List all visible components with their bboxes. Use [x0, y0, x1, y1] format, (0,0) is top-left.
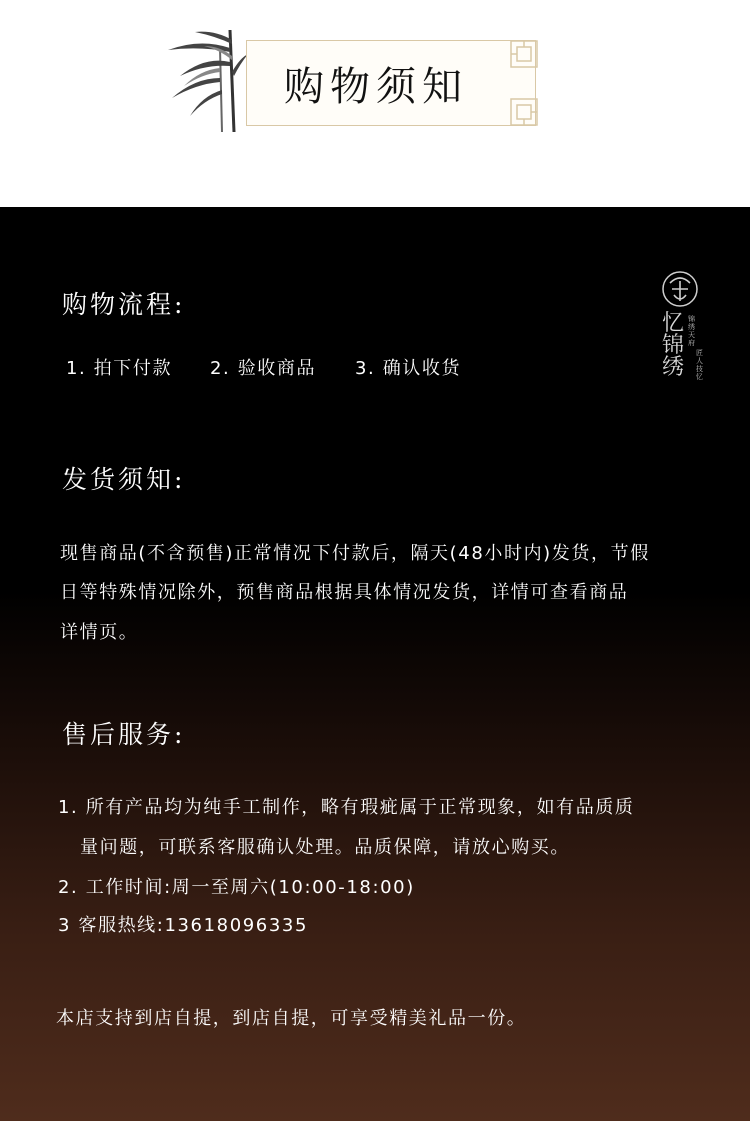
- aftersales-line-3: 2. 工作时间:周一至周六(10:00-18:00): [58, 877, 415, 898]
- process-step-1: 1. 拍下付款: [66, 358, 173, 379]
- bamboo-icon: [160, 28, 250, 132]
- aftersales-heading: 售后服务:: [62, 720, 186, 749]
- aftersales-line-4: 3 客服热线:13618096335: [58, 915, 309, 936]
- process-step-3: 3. 确认收货: [355, 358, 462, 379]
- brand-logo: [656, 269, 704, 389]
- fret-ornament-icon: [503, 39, 543, 127]
- brand-emblem-icon: [660, 269, 700, 309]
- process-step-2: 2. 验收商品: [210, 358, 317, 379]
- process-heading: 购物流程:: [62, 290, 186, 319]
- header: [0, 0, 750, 207]
- aftersales-line-2: 量问题，可联系客服确认处理。品质保障，请放心购买。: [80, 837, 570, 858]
- shipping-heading: 发货须知:: [62, 465, 186, 494]
- brand-sub-right: 匠人技忆: [696, 349, 703, 381]
- aftersales-line-1: 1. 所有产品均为纯手工制作，略有瑕疵属于正常现象，如有品质质: [58, 797, 635, 818]
- title-banner: [246, 40, 536, 126]
- content-panel: [0, 207, 750, 1121]
- page-title: 购物须知: [284, 63, 468, 110]
- shipping-line-1: 现售商品(不含预售)正常情况下付款后，隔天(48小时内)发货，节假: [60, 543, 650, 564]
- shipping-line-3: 详情页。: [60, 622, 139, 643]
- shipping-line-2: 日等特殊情况除外，预售商品根据具体情况发货，详情可查看商品: [60, 582, 629, 603]
- pickup-note: 本店支持到店自提，到店自提，可享受精美礼品一份。: [56, 1008, 527, 1029]
- brand-sub-left: 锦绣天府: [688, 315, 695, 347]
- brand-name: 忆锦绣: [662, 311, 685, 380]
